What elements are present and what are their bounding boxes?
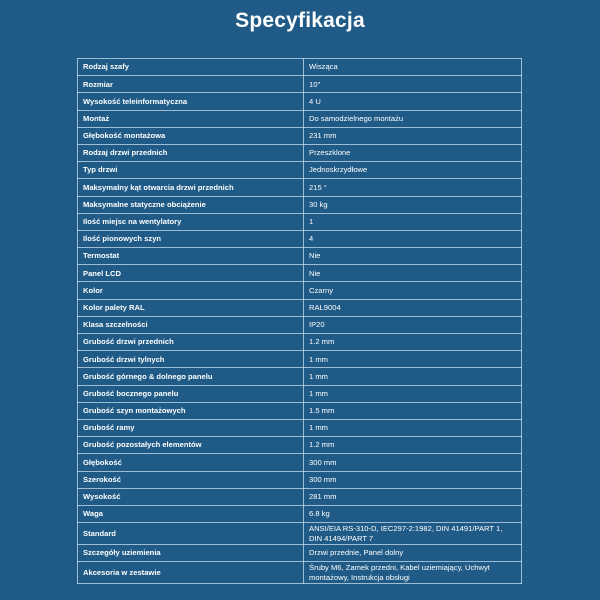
table-row bbox=[78, 93, 522, 110]
spec-value: 1 mm bbox=[304, 351, 522, 368]
table-row bbox=[78, 76, 522, 93]
spec-value: 1 mm bbox=[304, 385, 522, 402]
spec-label: Ilość pionowych szyn bbox=[78, 230, 304, 247]
table-row bbox=[78, 334, 522, 351]
table-row bbox=[78, 351, 522, 368]
spec-label: Wysokość bbox=[78, 488, 304, 505]
spec-label: Rodzaj drzwi przednich bbox=[78, 144, 304, 161]
spec-label: Szerokość bbox=[78, 471, 304, 488]
spec-label: Montaż bbox=[78, 110, 304, 127]
table-row bbox=[78, 282, 522, 299]
spec-label: Wysokość teleinformatyczna bbox=[78, 93, 304, 110]
table-row bbox=[78, 265, 522, 282]
spec-label: Grubość drzwi tylnych bbox=[78, 351, 304, 368]
table-row bbox=[78, 437, 522, 454]
spec-label: Akcesoria w zestawie bbox=[78, 562, 304, 584]
spec-label: Typ drzwi bbox=[78, 162, 304, 179]
spec-value: 1 mm bbox=[304, 368, 522, 385]
table-row bbox=[78, 230, 522, 247]
spec-label: Rodzaj szafy bbox=[78, 59, 304, 76]
spec-label: Maksymalne statyczne obciążenie bbox=[78, 196, 304, 213]
spec-value: Czarny bbox=[304, 282, 522, 299]
spec-label: Grubość drzwi przednich bbox=[78, 334, 304, 351]
spec-value: 300 mm bbox=[304, 471, 522, 488]
spec-value: 1 mm bbox=[304, 419, 522, 436]
table-row bbox=[78, 248, 522, 265]
spec-value: 281 mm bbox=[304, 488, 522, 505]
table-row bbox=[78, 488, 522, 505]
spec-value: ANSI/EIA RS-310-D, IEC297-2:1982, DIN 41491/PART 1, DIN 41494/PART 7 bbox=[304, 523, 522, 545]
spec-label: Głębokość bbox=[78, 454, 304, 471]
spec-label: Szczegóły uziemienia bbox=[78, 545, 304, 562]
table-row bbox=[78, 213, 522, 230]
table-row bbox=[78, 196, 522, 213]
table-row bbox=[78, 385, 522, 402]
table-row bbox=[78, 505, 522, 522]
spec-label: Głębokość montażowa bbox=[78, 127, 304, 144]
spec-label: Grubość bocznego panelu bbox=[78, 385, 304, 402]
table-row bbox=[78, 419, 522, 436]
spec-value: RAL9004 bbox=[304, 299, 522, 316]
table-row bbox=[78, 299, 522, 316]
spec-label: Waga bbox=[78, 505, 304, 522]
spec-value: 6.8 kg bbox=[304, 505, 522, 522]
spec-label: Kolor bbox=[78, 282, 304, 299]
spec-label: Ilość miejsc na wentylatory bbox=[78, 213, 304, 230]
spec-value: 4 U bbox=[304, 93, 522, 110]
table-row bbox=[78, 110, 522, 127]
spec-value: 215 ° bbox=[304, 179, 522, 196]
spec-label: Kolor palety RAL bbox=[78, 299, 304, 316]
table-row bbox=[78, 562, 522, 584]
spec-label: Maksymalny kąt otwarcia drzwi przednich bbox=[78, 179, 304, 196]
spec-label: Standard bbox=[78, 523, 304, 545]
table-row bbox=[78, 402, 522, 419]
specification-table-body bbox=[78, 59, 522, 584]
spec-value: Śruby M6, Zamek przedni, Kabel uziemiający, Uchwyt montażowy, Instrukcja obsługi bbox=[304, 562, 522, 584]
page-title: Specyfikacja bbox=[235, 9, 365, 32]
table-row bbox=[78, 523, 522, 545]
spec-value: IP20 bbox=[304, 316, 522, 333]
spec-value: Jednoskrzydłowe bbox=[304, 162, 522, 179]
table-row bbox=[78, 127, 522, 144]
table-row bbox=[78, 454, 522, 471]
spec-value: 1.2 mm bbox=[304, 437, 522, 454]
spec-value: Do samodzielnego montażu bbox=[304, 110, 522, 127]
spec-label: Klasa szczelności bbox=[78, 316, 304, 333]
table-row bbox=[78, 316, 522, 333]
spec-label: Panel LCD bbox=[78, 265, 304, 282]
spec-value: Przeszklone bbox=[304, 144, 522, 161]
spec-value: 300 mm bbox=[304, 454, 522, 471]
spec-value: 1 bbox=[304, 213, 522, 230]
spec-value: Wisząca bbox=[304, 59, 522, 76]
table-row bbox=[78, 179, 522, 196]
spec-label: Grubość pozostałych elementów bbox=[78, 437, 304, 454]
spec-label: Grubość szyn montażowych bbox=[78, 402, 304, 419]
spec-value: Nie bbox=[304, 248, 522, 265]
spec-label: Rozmiar bbox=[78, 76, 304, 93]
spec-value: 10" bbox=[304, 76, 522, 93]
spec-value: 4 bbox=[304, 230, 522, 247]
spec-label: Termostat bbox=[78, 248, 304, 265]
spec-value: 30 kg bbox=[304, 196, 522, 213]
spec-value: 1.2 mm bbox=[304, 334, 522, 351]
spec-value: Nie bbox=[304, 265, 522, 282]
table-row bbox=[78, 144, 522, 161]
table-row bbox=[78, 368, 522, 385]
spec-value: 1.5 mm bbox=[304, 402, 522, 419]
spec-label: Grubość górnego & dolnego panelu bbox=[78, 368, 304, 385]
specification-table bbox=[77, 58, 522, 584]
table-row bbox=[78, 545, 522, 562]
spec-label: Grubość ramy bbox=[78, 419, 304, 436]
table-row bbox=[78, 471, 522, 488]
spec-value: Drzwi przednie, Panel dolny bbox=[304, 545, 522, 562]
table-row bbox=[78, 162, 522, 179]
spec-value: 231 mm bbox=[304, 127, 522, 144]
table-row bbox=[78, 59, 522, 76]
